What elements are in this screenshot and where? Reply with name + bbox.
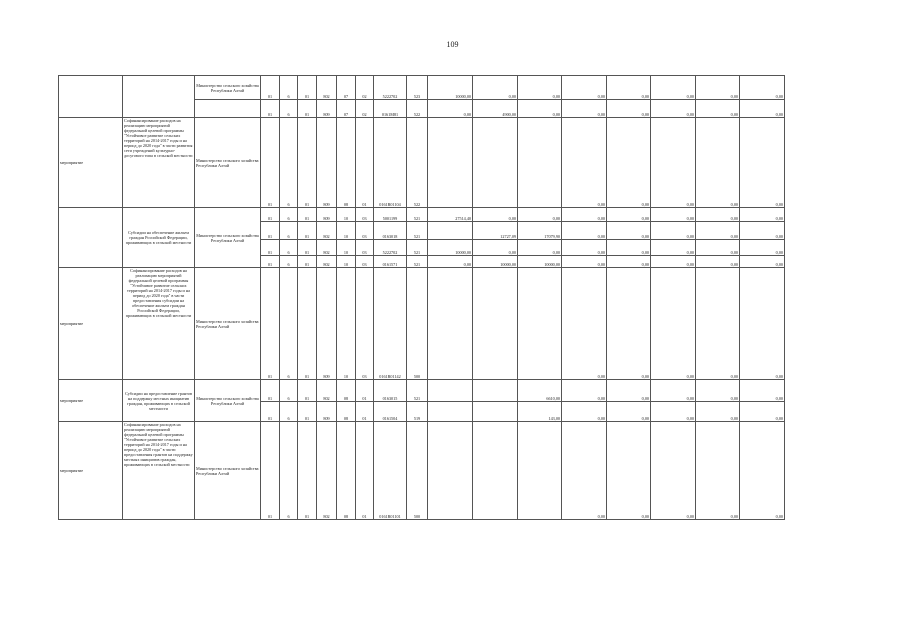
code-cell: 5001199 bbox=[374, 208, 407, 222]
table-row bbox=[59, 422, 785, 520]
amount-cell: 0,00 bbox=[607, 100, 651, 118]
code-cell: 01 bbox=[298, 208, 317, 222]
ministry-cell: Министерство сельского хозяйства Республики Алтай bbox=[195, 76, 261, 100]
amount-cell: 0,00 bbox=[696, 222, 740, 240]
code-cell: 01 bbox=[261, 422, 280, 520]
amount-cell: 0,00 bbox=[651, 208, 696, 222]
amount-cell: 0,00 bbox=[696, 256, 740, 268]
code-cell: 522 bbox=[407, 100, 428, 118]
code-cell: 01 bbox=[261, 268, 280, 380]
amount-cell: 0,00 bbox=[518, 76, 562, 100]
code-cell: 809 bbox=[317, 268, 337, 380]
code-cell: 521 bbox=[407, 380, 428, 402]
code-cell: 521 bbox=[407, 240, 428, 256]
code-cell: 6 bbox=[280, 208, 298, 222]
amount-cell: 0,00 bbox=[740, 402, 785, 422]
amount-cell: 0,00 bbox=[562, 76, 607, 100]
amount-cell: 0,00 bbox=[740, 268, 785, 380]
amount-cell: 0,00 bbox=[562, 100, 607, 118]
amount-cell: 0,00 bbox=[740, 222, 785, 240]
amount-cell: 0,00 bbox=[562, 256, 607, 268]
code-cell: 01 bbox=[261, 402, 280, 422]
amount-cell bbox=[473, 422, 518, 520]
ministry-cell bbox=[195, 100, 261, 118]
amount-cell: 17079,90 bbox=[518, 222, 562, 240]
amount-cell: 0,00 bbox=[740, 380, 785, 402]
code-cell: 6 bbox=[280, 380, 298, 402]
table-row bbox=[59, 76, 785, 100]
amount-cell: 0,00 bbox=[428, 100, 473, 118]
code-cell: 6 bbox=[280, 240, 298, 256]
amount-cell: 0,00 bbox=[562, 208, 607, 222]
table-row bbox=[59, 380, 785, 402]
amount-cell: 0,00 bbox=[651, 422, 696, 520]
event-type-cell bbox=[59, 208, 123, 268]
amount-cell: 0,00 bbox=[562, 402, 607, 422]
amount-cell: 0,00 bbox=[651, 268, 696, 380]
description-cell: Софинансирование расходов на реализацию мероприятий федеральной целевой программы "Устойчивое развитие сельских территорий на 2014-2017 годы и на период до 2020 года" в части развития сети учреждений культурно-досугового типа в сельской местности bbox=[123, 118, 195, 208]
amount-cell bbox=[473, 380, 518, 402]
code-cell: 01 bbox=[261, 76, 280, 100]
description-cell: Софинансирование расходов на реализацию мероприятий федеральной целевой программы "Устойчивое развитие сельских территорий на 2014-2017 годы и на период до 2020 года" в части предоставления грантов на поддержку местных инициатив граждан, проживающих в сельской местности bbox=[123, 422, 195, 520]
code-cell: 01 bbox=[298, 380, 317, 402]
amount-cell: 0,00 bbox=[607, 222, 651, 240]
ministry-cell: Министерство сельского хозяйства Республики Алтай bbox=[195, 118, 261, 208]
table-row bbox=[59, 118, 785, 208]
code-cell: 521 bbox=[407, 222, 428, 240]
amount-cell: 0,00 bbox=[607, 422, 651, 520]
amount-cell: 0,00 bbox=[473, 240, 518, 256]
ministry-cell: Министерство сельского хозяйства Республики Алтай bbox=[195, 268, 261, 380]
code-cell: 802 bbox=[317, 256, 337, 268]
amount-cell: 0,00 bbox=[651, 76, 696, 100]
code-cell: 01 bbox=[356, 118, 374, 208]
code-cell: 521 bbox=[407, 208, 428, 222]
code-cell: 01 bbox=[261, 380, 280, 402]
code-cell: 01 bbox=[298, 256, 317, 268]
amount-cell bbox=[518, 268, 562, 380]
amount-cell: 0,00 bbox=[740, 208, 785, 222]
description-cell: Субсидии на обеспечение жильем граждан Российской Федерации, проживающих в сельской местности bbox=[123, 208, 195, 268]
amount-cell: 0,00 bbox=[696, 100, 740, 118]
amount-cell: 0,00 bbox=[651, 256, 696, 268]
ministry-cell: Министерство сельского хозяйства Республики Алтай bbox=[195, 208, 261, 268]
amount-cell: 0,00 bbox=[607, 268, 651, 380]
amount-cell: 0,00 bbox=[696, 422, 740, 520]
amount-cell: 0,00 bbox=[651, 222, 696, 240]
amount-cell: 0,00 bbox=[696, 240, 740, 256]
code-cell: 809 bbox=[317, 118, 337, 208]
code-cell: 01 bbox=[298, 402, 317, 422]
amount-cell: 0,00 bbox=[740, 76, 785, 100]
code-cell: 6 bbox=[280, 76, 298, 100]
code-cell: 522 bbox=[407, 118, 428, 208]
amount-cell: 0,00 bbox=[562, 380, 607, 402]
amount-cell: 0,00 bbox=[696, 268, 740, 380]
amount-cell: 0,00 bbox=[651, 380, 696, 402]
amount-cell: 0,00 bbox=[740, 118, 785, 208]
amount-cell: 0,00 bbox=[607, 402, 651, 422]
amount-cell bbox=[518, 118, 562, 208]
amount-cell: 0,00 bbox=[518, 208, 562, 222]
ministry-cell: Министерство сельского хозяйства Республики Алтай bbox=[195, 422, 261, 520]
amount-cell: 10000,00 bbox=[428, 240, 473, 256]
code-cell: 809 bbox=[317, 100, 337, 118]
code-cell: 802 bbox=[317, 76, 337, 100]
amount-cell: 0,00 bbox=[651, 100, 696, 118]
description-cell bbox=[123, 76, 195, 118]
event-type-cell: мероприятие bbox=[59, 118, 123, 208]
code-cell: 01 bbox=[298, 268, 317, 380]
amount-cell: 0,00 bbox=[607, 380, 651, 402]
amount-cell: 4900,00 bbox=[473, 100, 518, 118]
code-cell: 0161R01101 bbox=[374, 422, 407, 520]
amount-cell bbox=[428, 268, 473, 380]
code-cell: 03 bbox=[356, 240, 374, 256]
amount-cell bbox=[473, 268, 518, 380]
code-cell: 0161R01104 bbox=[374, 118, 407, 208]
code-cell: 01 bbox=[261, 222, 280, 240]
code-cell: 01 bbox=[298, 118, 317, 208]
table-row bbox=[59, 268, 785, 380]
amount-cell: 0,00 bbox=[473, 76, 518, 100]
code-cell: 03 bbox=[356, 208, 374, 222]
amount-cell bbox=[428, 222, 473, 240]
code-cell: 08 bbox=[337, 422, 356, 520]
event-type-cell bbox=[59, 76, 123, 118]
code-cell: 02 bbox=[356, 76, 374, 100]
code-cell: 521 bbox=[407, 256, 428, 268]
amount-cell: 10000,00 bbox=[428, 76, 473, 100]
code-cell: 523 bbox=[407, 76, 428, 100]
amount-cell: 0,00 bbox=[696, 208, 740, 222]
amount-cell: 12727,09 bbox=[473, 222, 518, 240]
amount-cell: 0,00 bbox=[696, 380, 740, 402]
amount-cell: 10000,00 bbox=[518, 256, 562, 268]
code-cell: 500 bbox=[407, 422, 428, 520]
code-cell: 802 bbox=[317, 222, 337, 240]
amount-cell: 0,00 bbox=[607, 118, 651, 208]
code-cell: 08 bbox=[337, 402, 356, 422]
code-cell: 6 bbox=[280, 268, 298, 380]
code-cell: 0161R01142 bbox=[374, 268, 407, 380]
table-row bbox=[59, 208, 785, 222]
amount-cell: 0,00 bbox=[651, 402, 696, 422]
code-cell: 01 bbox=[261, 100, 280, 118]
code-cell: 802 bbox=[317, 240, 337, 256]
code-cell: 809 bbox=[317, 208, 337, 222]
code-cell: 6 bbox=[280, 222, 298, 240]
page-number: 109 bbox=[446, 40, 459, 49]
code-cell: 10 bbox=[337, 268, 356, 380]
code-cell: 01 bbox=[298, 222, 317, 240]
code-cell: 809 bbox=[317, 402, 337, 422]
code-cell: 01 bbox=[356, 422, 374, 520]
code-cell: 6 bbox=[280, 118, 298, 208]
amount-cell: 0,00 bbox=[696, 76, 740, 100]
amount-cell: 0,00 bbox=[740, 256, 785, 268]
amount-cell: 0,00 bbox=[696, 118, 740, 208]
code-cell: 519 bbox=[407, 402, 428, 422]
code-cell: 6 bbox=[280, 422, 298, 520]
code-cell: 5222702 bbox=[374, 240, 407, 256]
amount-cell: 0,00 bbox=[607, 208, 651, 222]
code-cell: 0163015 bbox=[374, 380, 407, 402]
code-cell: 10 bbox=[337, 208, 356, 222]
code-cell: 07 bbox=[337, 100, 356, 118]
amount-cell: 0,00 bbox=[740, 240, 785, 256]
amount-cell: 0,00 bbox=[607, 76, 651, 100]
amount-cell bbox=[473, 118, 518, 208]
code-cell: 03 bbox=[356, 256, 374, 268]
amount-cell: 6610,00 bbox=[518, 380, 562, 402]
event-type-cell: мероприятие bbox=[59, 380, 123, 422]
amount-cell: 10000,00 bbox=[473, 256, 518, 268]
code-cell: 08 bbox=[337, 380, 356, 402]
amount-cell: 0,00 bbox=[562, 240, 607, 256]
code-cell: 08 bbox=[337, 118, 356, 208]
code-cell: 0163018 bbox=[374, 222, 407, 240]
amount-cell: 0,00 bbox=[651, 240, 696, 256]
code-cell: 6 bbox=[280, 100, 298, 118]
amount-cell: 0,00 bbox=[518, 100, 562, 118]
amount-cell: 0,00 bbox=[740, 422, 785, 520]
code-cell: 01 bbox=[261, 240, 280, 256]
code-cell: 01 bbox=[261, 256, 280, 268]
code-cell: 03 bbox=[356, 222, 374, 240]
amount-cell: 0,00 bbox=[562, 422, 607, 520]
amount-cell bbox=[428, 380, 473, 402]
code-cell: 01 bbox=[261, 118, 280, 208]
code-cell: 6 bbox=[280, 256, 298, 268]
amount-cell: 0,00 bbox=[651, 118, 696, 208]
code-cell: 01 bbox=[298, 240, 317, 256]
code-cell: 07 bbox=[337, 76, 356, 100]
code-cell: 02 bbox=[356, 100, 374, 118]
code-cell: 6 bbox=[280, 402, 298, 422]
description-cell: Софинансирование расходов на реализацию мероприятий федеральной целевой программы "Устойчивое развитие сельских территорий на 2014-2017 годы и на период до 2020 года" в части предоставления субсидии на обеспечение жильем граждан Российской Федерации, проживающих в сельской местности bbox=[123, 268, 195, 380]
code-cell: 03 bbox=[356, 268, 374, 380]
code-cell: 10 bbox=[337, 222, 356, 240]
code-cell: 01 bbox=[261, 208, 280, 222]
code-cell: 0161571 bbox=[374, 256, 407, 268]
amount-cell: 0,00 bbox=[607, 256, 651, 268]
amount-cell: 0,00 bbox=[607, 240, 651, 256]
amount-cell bbox=[473, 402, 518, 422]
code-cell: 802 bbox=[317, 380, 337, 402]
code-cell: 01 bbox=[356, 402, 374, 422]
code-cell: 0161M81 bbox=[374, 100, 407, 118]
code-cell: 0161504 bbox=[374, 402, 407, 422]
amount-cell: 0,00 bbox=[473, 208, 518, 222]
amount-cell: 0,00 bbox=[562, 268, 607, 380]
event-type-cell: мероприятие bbox=[59, 268, 123, 380]
amount-cell: 0,00 bbox=[518, 240, 562, 256]
code-cell: 500 bbox=[407, 268, 428, 380]
code-cell: 10 bbox=[337, 240, 356, 256]
amount-cell: 0,00 bbox=[696, 402, 740, 422]
amount-cell bbox=[518, 422, 562, 520]
ministry-cell: Министерство сельского хозяйства Республики Алтай bbox=[195, 380, 261, 422]
amount-cell bbox=[428, 422, 473, 520]
code-cell: 01 bbox=[356, 380, 374, 402]
code-cell: 01 bbox=[298, 76, 317, 100]
code-cell: 01 bbox=[298, 422, 317, 520]
description-cell: Субсидии на предоставление грантов на поддержку местных инициатив граждан, проживающих в сельской местности bbox=[123, 380, 195, 422]
amount-cell: 143,00 bbox=[518, 402, 562, 422]
budget-table bbox=[58, 75, 785, 520]
code-cell: 01 bbox=[298, 100, 317, 118]
event-type-cell: мероприятие bbox=[59, 422, 123, 520]
amount-cell: 0,00 bbox=[428, 256, 473, 268]
code-cell: 802 bbox=[317, 422, 337, 520]
amount-cell bbox=[428, 402, 473, 422]
code-cell: 10 bbox=[337, 256, 356, 268]
code-cell: 5222702 bbox=[374, 76, 407, 100]
amount-cell: 0,00 bbox=[740, 100, 785, 118]
amount-cell bbox=[428, 118, 473, 208]
amount-cell: 0,00 bbox=[562, 118, 607, 208]
amount-cell: 27514,40 bbox=[428, 208, 473, 222]
amount-cell: 0,00 bbox=[562, 222, 607, 240]
